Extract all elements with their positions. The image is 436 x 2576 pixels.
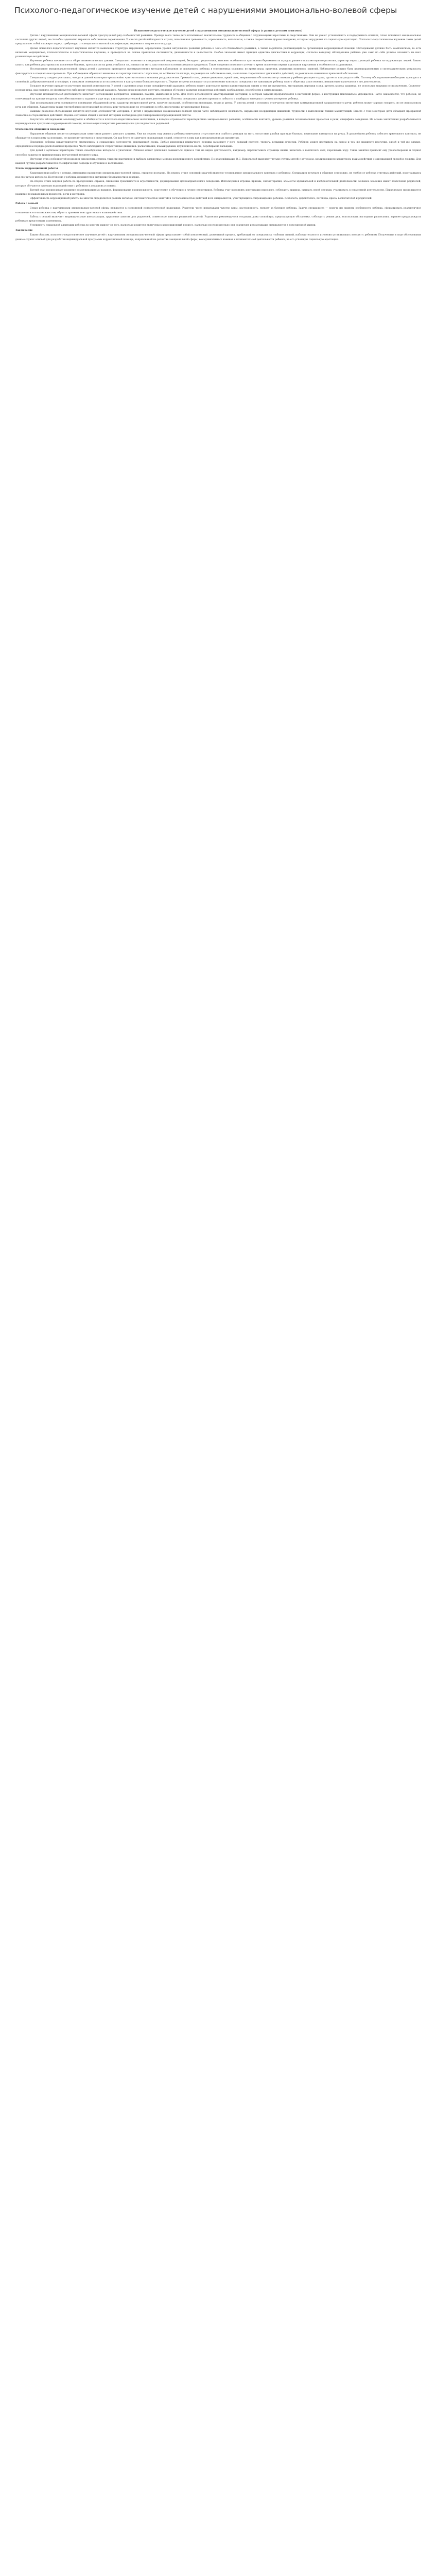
- paragraph: Исследование эмоционально-волевой сферы детей с аутизмом проводится преимущественно методом наблюдения за поведением ребенка в естественных условиях: во время игры, прогулки, режимных моментов, занятий. Наблюдение должно быть целенаправленным и систематическим; результаты фиксируются в специальном протоколе. При наблюдении обращают внимание на характер контакта с взрослым, на особенности взгляда, на реакцию на собственное имя, на наличие стереотипных движений и действий, на реакцию на изменения привычной обстановки.: [15, 68, 421, 75]
- article-heading: Психолого-педагогическое изучение детей с нарушениями эмоционально-волевой сферы (с ранним детским аутизмом): [134, 30, 303, 32]
- paragraph: Изучение этих особенностей позволяет определить степень тяжести нарушения и выбрать адекватные методы коррекционного воздействия. По классификации О.С. Никольской выделяют четыре группы детей с аутизмом, различающиеся характером взаимодействия с окружающей средой и людьми. Для каждой группы разрабатываются специфические подходы к обучению и воспитанию.: [15, 158, 421, 165]
- paragraph: Большое значение придается изучению игровой деятельности. У детей с аутизмом игра носит специфический характер: ребенок может длительное время манипулировать одним и тем же предметом, выстраивать игрушки в ряд, крутить колеса машинки, не используя игрушки по назначению. Сюжетно-ролевая игра, как правило, не формируется либо носит стереотипный характер. Анализ игры позволяет получить сведения об уровне развития предметных действий, воображения, способности к символизации.: [15, 85, 421, 92]
- paragraph: Целью психолого-педагогического изучения является выявление структуры нарушения, определение уровня актуального развития ребенка и зоны его ближайшего развития, а также выработка рекомендаций по организации коррекционной помощи. Обследование должно быть комплексным, то есть включать медицинское, психологическое и педагогическое изучение, и проводиться на основе принципов системности, динамичности и целостности. Особое значение имеет принцип единства диагностики и коррекции, согласно которому обследование ребенка уже само по себе должно оказывать на него развивающее воздействие.: [15, 47, 421, 58]
- paragraph: Для детей с аутизмом характерны также своеобразные интересы и увлечения. Ребенок может длительно заниматься одним и тем же видом деятельности, например, перелистывать страницы книги, включать и выключать свет, переливать воду. Такие занятия приносят ему удовлетворение и служат способом защиты от травмирующих впечатлений внешнего мира.: [15, 149, 421, 157]
- paragraph: Изучение ребенка начинается со сбора анамнестических данных. Специалист знакомится с медицинской документацией, беседует с родителями, выясняет особенности протекания беременности и родов, раннего психомоторного развития, характер первых реакций ребенка на окружающих людей. Важно узнать, как ребенок реагировал на появление близких, просился ли на руки, улыбался ли, узнавал ли мать, как относился к новым людям и предметам. Такие сведения позволяют уточнить время появления первых признаков нарушения и особенности их динамики.: [15, 60, 421, 67]
- paragraph: Третий этап предполагает развитие коммуникативных навыков, формирование произвольности, подготовку к обучению в группе сверстников. Ребенка учат выполнять инструкции взрослого, соблюдать правила, ожидать своей очереди, участвовать в совместной деятельности. Параллельно продолжается развитие познавательных процессов, речи и моторики.: [15, 189, 421, 196]
- page-title: Психолого-педагогическое изучение детей с нарушениями эмоционально-волевой сферы: [14, 6, 397, 15]
- paragraph: Важным разделом обследования является изучение особенностей моторики. У детей с нарушениями эмоционально-волевой сферы часто наблюдаются неловкость, нарушения координации движений, трудности в выполнении тонких манипуляций. Вместе с тем некоторые дети обладают прекрасной ловкостью в стереотипных действиях. Оценка состояния общей и мелкой моторики необходима для планирования коррекционной работы.: [15, 110, 421, 117]
- conclusion-paragraph: Таким образом, психолого-педагогическое изучение детей с нарушениями эмоционально-волевой сферы представляет собой комплексный, длительный процесс, требующий от специалиста глубоких знаний, наблюдательности и умения устанавливать контакт с ребенком. Полученные в ходе обследования данные служат основой для разработки индивидуальной программы коррекционной помощи, направленной на развитие эмоциональной сферы, коммуникативных навыков и познавательной деятельности ребенка, на его успешную социальную адаптацию.: [15, 234, 421, 241]
- paragraph: Успешность социальной адаптации ребенка во многом зависит от того, насколько родители включены в коррекционный процесс, насколько последовательно они реализуют рекомендации специалистов в повседневной жизни.: [30, 224, 316, 227]
- paragraph: Изучение познавательной деятельности включает исследование восприятия, внимания, памяти, мышления и речи. Для этого используются адаптированные методики, в которых задания предъявляются в наглядной форме, а инструкция максимально упрощается. Часто оказывается, что ребенок, не отвечающий на прямые вопросы, способен выполнить задание в ходе игры или в привлекательной для него деятельности. Поэтому специалист должен проявлять гибкость и подбирать материал с учетом интересов ребенка.: [15, 93, 421, 100]
- section-heading: Особенности общения и поведения: [15, 128, 65, 131]
- paragraph: Коррекционная работа с детьми, имеющими нарушения эмоционально-волевой сферы, строится поэтапно. На первом этапе основной задачей является установление эмоционального контакта с ребенком. Специалист вступает в общение осторожно, не требуя от ребенка ответных действий, подстраиваясь под его ритм и интересы. Постепенно у ребенка формируется ощущение безопасности и доверия.: [15, 172, 421, 179]
- paragraph: Эффективность коррекционной работы во многом определяется ранним началом, систематичностью занятий и согласованностью действий всех специалистов, участвующих в сопровождении ребенка: психолога, дефектолога, логопеда, врача, воспитателей и родителей.: [30, 197, 373, 200]
- paragraph: Результаты обследования анализируются и обобщаются в психолого-педагогическом заключении, в котором отражаются характеристика эмоционального развития, особенности контакта, уровень развития познавательных процессов и речи, специфика поведения. На основе заключения разрабатывается индивидуальная программа коррекционной помощи, включающая конкретные рекомендации для педагогов и родителей.: [15, 118, 421, 126]
- article-body: [15, 29, 421, 2576]
- section-heading: Работа с семьей: [15, 202, 38, 206]
- paragraph: Нарушение общения является центральным симптомом раннего детского аутизма. Уже на первом году жизни у ребенка отмечается отсутствие или слабость реакции на мать, отсутствие улыбки при виде близких, нежелание находиться на руках. В дальнейшем ребенок избегает зрительного контакта, не обращается к взрослому за помощью, не проявляет интереса к сверстникам. Он как будто не замечает окружающих людей, относится к ним как к неодушевленным предметам.: [15, 132, 421, 140]
- intro-paragraph: Детям с нарушениями эмоционально-волевой сферы присущ целый ряд особенностей развития. Прежде всего такие дети испытывают значительные трудности в общении с окружающими взрослыми и сверстниками. Они не умеют устанавливать и поддерживать контакт, плохо понимают эмоциональное состояние других людей, не способны адекватно выражать собственные переживания. У многих детей наблюдаются страхи, повышенная тревожность, агрессивность, негативизм, а также стереотипные формы поведения, которые затрудняют их социальную адаптацию. Психолого-педагогическое изучение таких детей представляет собой сложную задачу, требующую от специалиста высокой квалификации, терпения и творческого подхода.: [15, 35, 421, 46]
- paragraph: На втором этапе ведется работа по преодолению страхов, снижению тревожности и агрессивности, формированию целенаправленного поведения. Используются игровые приемы, сказкотерапия, элементы музыкальной и изобразительной деятельности. Большое значение имеет вовлечение родителей, которые обучаются приемам взаимодействия с ребенком в домашних условиях.: [15, 180, 421, 188]
- section-heading: Этапы коррекционной работы: [15, 167, 58, 170]
- paragraph: Работа с семьей включает индивидуальные консультации, групповые занятия для родителей, совместные занятия родителей и детей. Родителям рекомендуется создавать дома спокойную, предсказуемую обстановку, соблюдать режим дня, использовать наглядные расписания, заранее предупреждать ребенка о предстоящих изменениях.: [15, 215, 421, 223]
- paragraph: Специалисту следует учитывать, что дети данной категории чрезвычайно чувствительны к внешним раздражителям. Громкий голос, резкие движения, яркий свет, непривычная обстановка могут вызвать у ребенка реакцию страха, протеста или ухода в себя. Поэтому обследование необходимо проводить в спокойной, доброжелательной атмосфере, в знакомом помещении и по возможности в присутствии близкого взрослого. Первые встречи посвящаются установлению контакта: специалист не навязывает ребенку своего общества, а постепенно, ненавязчиво включается в его деятельность.: [15, 76, 421, 83]
- paragraph: Поведение ребенка характеризуется стремлением к сохранению постоянства окружающей среды. Любые изменения привычного порядка вызывают у него сильный протест, тревогу, вспышки агрессии. Ребенок может настаивать на одном и том же маршруте прогулки, одной и той же одежде, определенном порядке расположения предметов. Часто наблюдаются стереотипные движения: раскачивания, взмахи руками, кружения на месте, перебирание пальцами.: [15, 141, 421, 148]
- paragraph: При исследовании речи оценивается понимание обращенной речи, характер экспрессивной речи, наличие эхолалий, особенности интонации, темпа и ритма. У многих детей с аутизмом отмечается отсутствие коммуникативной направленности речи: ребенок может хорошо говорить, но не использовать речь для общения. Характерны также употребление местоимений во втором или третьем лице по отношению к себе, неологизмы, штампованные фразы.: [15, 101, 421, 109]
- section-heading: Заключение: [15, 229, 33, 232]
- paragraph: Семья ребенка с нарушениями эмоционально-волевой сферы нуждается в постоянной психологической поддержке. Родители часто испытывают чувство вины, растерянность, тревогу за будущее ребенка. Задача специалиста — помочь им принять особенности ребенка, сформировать реалистичное отношение к его возможностям, обучить приемам конструктивного взаимодействия.: [15, 207, 421, 214]
